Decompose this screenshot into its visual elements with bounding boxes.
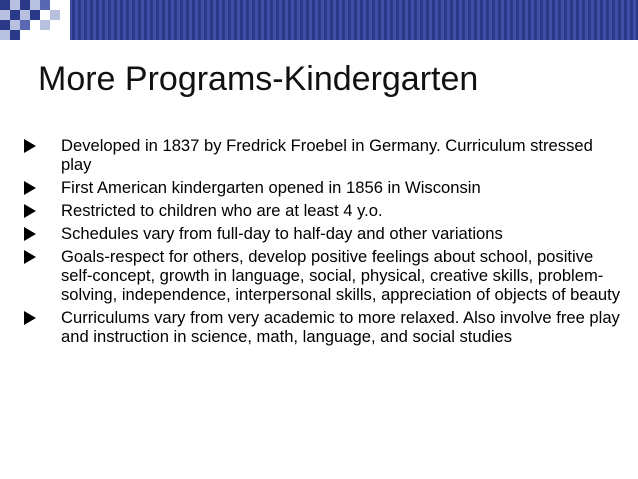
list-item xyxy=(24,201,624,220)
slide-title: More Programs-Kindergarten xyxy=(38,60,479,98)
bullet-text: Developed in 1837 by Fredrick Froebel in Germany. Curriculum stressed play xyxy=(61,136,593,174)
bullet-text: Curriculums vary from very academic to more relaxed. Also involve free play and instruction in science, math, language, and social studies xyxy=(61,308,620,346)
right-triangle-icon xyxy=(24,204,36,218)
decor-square xyxy=(50,10,60,20)
right-triangle-icon xyxy=(24,181,36,195)
decor-square xyxy=(40,20,50,30)
decor-square xyxy=(40,0,50,10)
bullet-list xyxy=(24,136,624,350)
list-item xyxy=(24,178,624,197)
bullet-text: Goals-respect for others, develop positive feelings about school, positive self-concept, growth in language, social, physical, creative skills, problem-solving, independence, interpersonal skills, appreciation of objects of beauty xyxy=(61,247,621,304)
decor-square xyxy=(0,20,10,30)
decor-square xyxy=(10,20,20,30)
list-item xyxy=(24,136,624,174)
list-item xyxy=(24,247,624,304)
decor-square xyxy=(0,30,10,40)
decor-square xyxy=(20,20,30,30)
decor-square xyxy=(0,10,10,20)
list-item xyxy=(24,224,624,243)
list-item xyxy=(24,308,624,346)
decor-square xyxy=(30,0,40,10)
decor-square xyxy=(10,30,20,40)
decor-square xyxy=(20,10,30,20)
bullet-text: Schedules vary from full-day to half-day and other variations xyxy=(61,224,503,243)
right-triangle-icon xyxy=(24,139,36,153)
header-band xyxy=(0,0,638,40)
right-triangle-icon xyxy=(24,227,36,241)
decor-square xyxy=(10,10,20,20)
decor-square xyxy=(20,0,30,10)
decor-square xyxy=(30,10,40,20)
bullet-text: First American kindergarten opened in 1856 in Wisconsin xyxy=(61,178,481,197)
bullet-text: Restricted to children who are at least 4 y.o. xyxy=(61,201,383,220)
right-triangle-icon xyxy=(24,311,36,325)
decor-square xyxy=(0,0,10,10)
decor-square xyxy=(10,0,20,10)
right-triangle-icon xyxy=(24,250,36,264)
